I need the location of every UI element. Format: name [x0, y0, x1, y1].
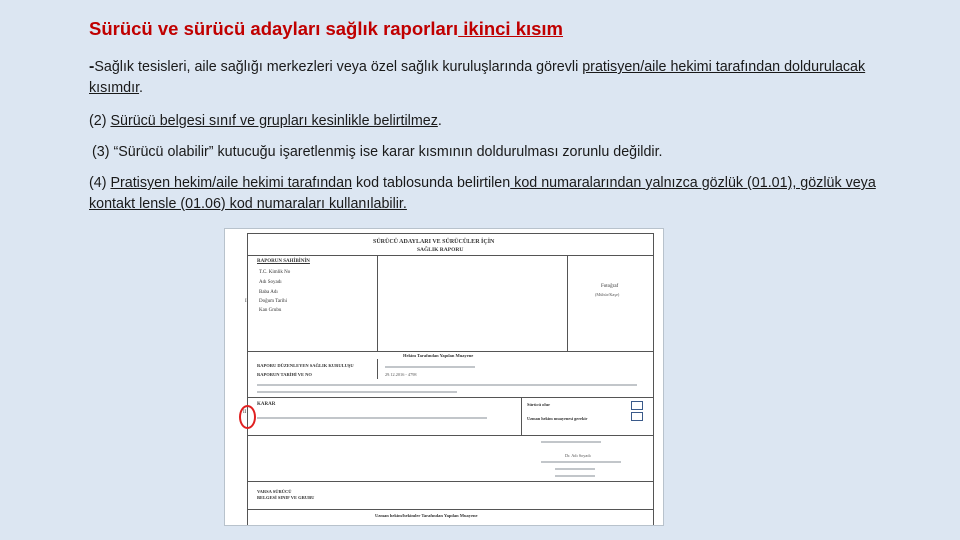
decision-label: KARAR: [257, 402, 276, 407]
owner-field-5: Kan Grubu: [259, 308, 282, 313]
section-one-label: I: [245, 299, 247, 304]
owner-field-3: Baba Adı: [259, 290, 278, 295]
form-right-line: [653, 233, 654, 525]
form-header-2: SAĞLIK RAPORU: [417, 247, 464, 253]
section-divider-4: [247, 481, 653, 482]
p4-prefix: (4): [89, 175, 111, 191]
photo-vertical-divider: [567, 255, 568, 351]
paragraph-1: [89, 56, 889, 99]
p2-end: .: [437, 113, 442, 129]
bullet-mark: -: [89, 58, 95, 75]
section-two-label: II: [243, 410, 247, 415]
specialist-checkbox: [631, 412, 643, 421]
report-org-label: RAPORU DÜZENLEYEN SAĞLIK KURULUŞU: [257, 363, 354, 368]
footer-left-1: VARSA SÜRÜCÜ: [257, 489, 292, 494]
section-divider-3: [247, 435, 653, 436]
p1-underlined: pratisyen/aile hekimi tarafından doldurulacak kısımdır: [89, 59, 866, 96]
form-top-line: [247, 233, 653, 234]
can-drive-label: Sürücü olur: [527, 402, 551, 407]
paragraph-3: [92, 142, 663, 163]
doctor-section-heading: Hekim Tarafından Yapılan Muayene: [403, 353, 474, 358]
specialist-label: Uzman hekim muayenesi gerekir: [527, 416, 588, 421]
owner-field-4: Doğum Tarihi: [259, 299, 288, 304]
p3-text: (3) “Sürücü olabilir” kutucuğu işaretlenmiş ise karar kısmının doldurulması zorunlu değildir.: [92, 144, 663, 160]
owner-field-2: Adı Soyadı: [259, 280, 282, 285]
form-header-divider: [247, 255, 653, 256]
exam-text-blur-1: [257, 384, 637, 386]
owner-vertical-divider: [377, 255, 378, 351]
title-underlined: ikinci kısım: [458, 18, 564, 39]
slide-title: [89, 18, 563, 40]
decision-text-blur: [257, 417, 487, 419]
p4-mid: kod tablosunda belirtilen: [352, 175, 511, 191]
form-header-1: SÜRÜCÜ ADAYLARI VE SÜRÜCÜLER İÇİN: [373, 239, 495, 245]
paragraph-4: [89, 173, 879, 215]
p4-underlined-1: Pratisyen hekim/aile hekimi tarafından: [110, 175, 353, 191]
footer-left-2: BELGESİ SINIF VE GRUBU: [257, 495, 315, 500]
p1-end: .: [139, 80, 144, 96]
p2-underlined: Sürücü belgesi sınıf ve grupları kesinlikle belirtilmez: [110, 113, 438, 129]
owner-heading: RAPORUN SAHİBİNİN: [257, 259, 310, 264]
report-date-label: RAPORUN TARİHİ VE NO: [257, 372, 312, 377]
report-org-value-blur: [385, 366, 475, 368]
exam-text-blur-2: [257, 391, 457, 393]
can-drive-checkbox: [631, 401, 643, 410]
p4-underlined-2: kod numaralarından yalnızca gözlük (01.01), gözlük veya kontakt lensle (01.06) kod numaraları kullanılabilir.: [89, 175, 876, 212]
signature-blur-4: [555, 475, 595, 477]
signature-blur-2: [541, 461, 621, 463]
footer-bottom: Uzman hekim/hekimler Tarafından Yapılan Muayene: [375, 513, 478, 518]
paragraph-2: [89, 111, 442, 132]
doctor-signature: Dr. Adı Soyadı: [565, 453, 591, 458]
p2-prefix: (2): [89, 113, 111, 129]
section-divider-1: [247, 351, 653, 352]
owner-field-1: T.C. Kimlik No: [259, 270, 291, 275]
report-vertical-divider: [377, 359, 378, 379]
title-text: Sürücü ve sürücü adayları sağlık raporları: [89, 18, 459, 39]
footer-divider: [247, 509, 653, 510]
p1-text: Sağlık tesisleri, aile sağlığı merkezleri veya özel sağlık kuruluşlarında görevli: [94, 59, 583, 75]
section-divider-2: [247, 397, 653, 398]
section-two-highlight-circle: [239, 405, 256, 429]
report-date-value: 29.12.2016 - 4798: [385, 372, 417, 377]
decision-vertical-divider: [521, 397, 522, 435]
health-report-form-image: [224, 228, 664, 526]
signature-blur-1: [541, 441, 601, 443]
signature-blur-3: [555, 468, 595, 470]
photo-label: Fotoğraf: [601, 284, 619, 289]
photo-sublabel: (Mühür/Kaşe): [595, 292, 620, 297]
